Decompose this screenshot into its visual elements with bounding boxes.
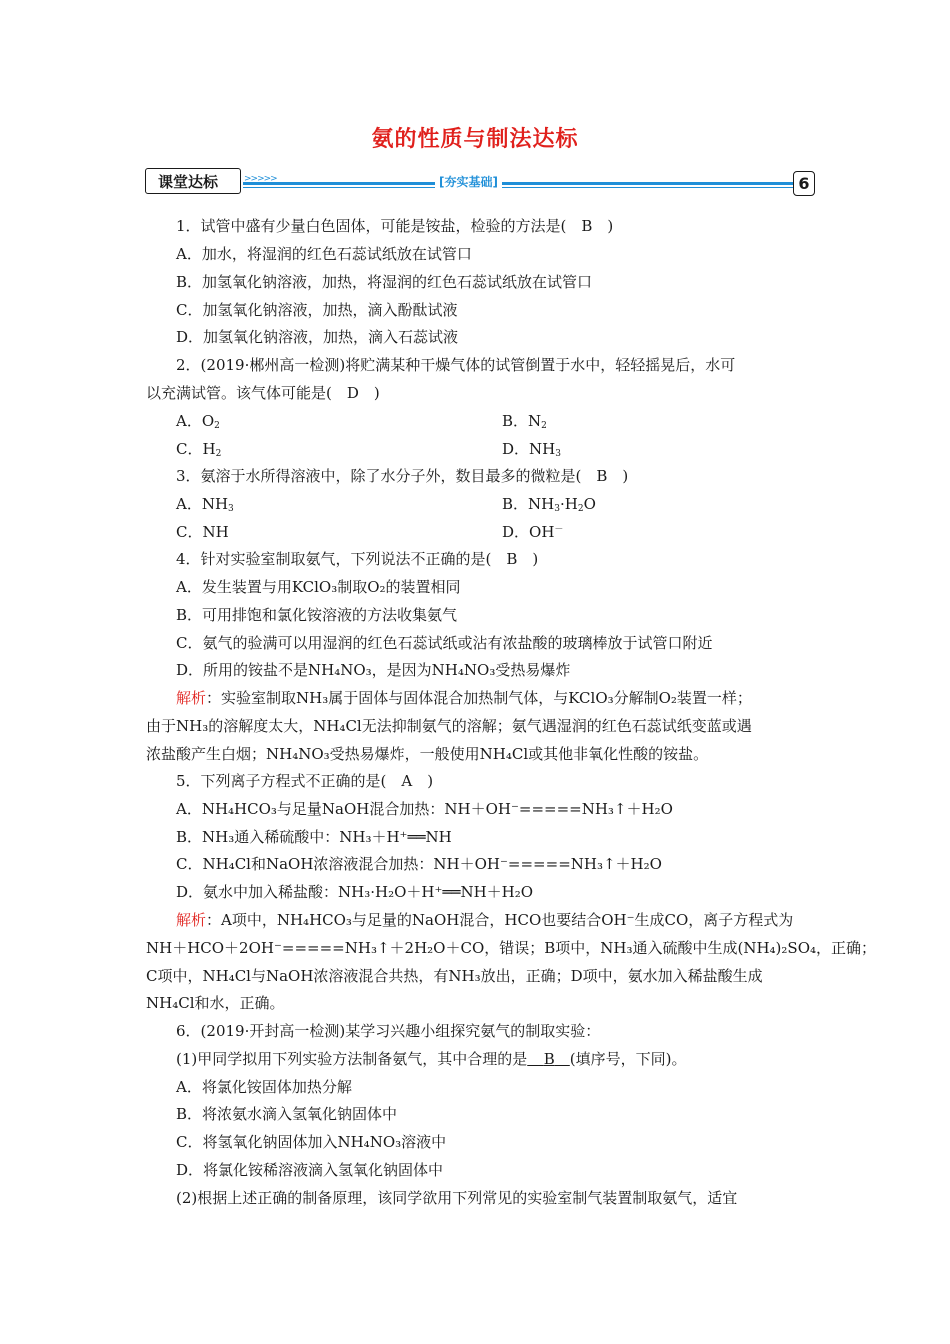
q1-option-a: A．加水，将湿润的红色石蕊试纸放在试管口 [176,245,472,263]
q2-option-d: D．$NH_3$ [502,440,561,459]
q5-option-c: C．NH₄Cl和NaOH浓溶液混合加热：NH＋OH⁻=====NH₃↑＋H₂O [176,855,662,873]
q3-option-b: B．$NH_3\cdot H_2O$ [502,495,596,514]
q5-option-a: A．NH₄HCO₃与足量NaOH混合加热：NH＋OH⁻=====NH₃↑＋H₂O [176,800,673,818]
q4-option-d: D．所用的铵盐不是NH₄NO₃，是因为NH₄NO₃受热易爆炸 [176,661,571,679]
q3-option-d: D．OH－ [502,523,564,541]
q4-option-c: C．氨气的验满可以用湿润的红色石蕊试纸或沾有浓盐酸的玻璃棒放于试管口附近 [176,634,713,652]
q4-option-a: A．发生装置与用KClO₃制取O₂的装置相同 [176,578,461,596]
q1-option-d: D．加氢氧化钠溶液，加热，滴入石蕊试液 [176,328,459,346]
q1-option-c: C．加氢氧化钠溶液，加热，滴入酚酞试液 [176,301,458,319]
q4-stem: 4．针对实验室制取氨气，下列说法不正确的是( B ) [176,550,539,568]
q1-option-b: B．加氢氧化钠溶液，加热，将湿润的红色石蕊试纸放在试管口 [176,273,593,291]
q5-analysis-1: 解析：A项中，NH₄HCO₃与足量的NaOH混合，HCO也要结合OH⁻生成CO，离子方程式为 [176,911,794,929]
q6-part-1: (1)甲同学拟用下列实验方法制备氨气，其中合理的是 B (填序号，下同)。 [176,1050,687,1068]
q6-option-d: D．将氯化铵稀溶液滴入氢氧化钠固体中 [176,1161,444,1179]
q5-analysis-3: C项中，NH₄Cl与NaOH浓溶液混合共热，有NH₃放出，正确；D项中，氨水加入稀盐酸生成 [146,967,763,985]
q5-stem: 5．下列离子方程式不正确的是( A ) [176,772,434,790]
banner-number: 6 [793,171,815,196]
q2-stem-2: 以充满试管。该气体可能是( D ) [146,384,380,402]
q4-analysis-2: 由于NH₃的溶解度太大，NH₄Cl无法抑制氨气的溶解；氨气遇湿润的红色石蕊试纸变蓝或遇 [146,717,752,735]
q5-option-b: B．NH₃通入稀硫酸中：NH₃＋H⁺══NH [176,828,452,846]
q6-option-b: B．将浓氨水滴入氢氧化钠固体中 [176,1105,398,1123]
q3-stem: 3．氨溶于水所得溶液中，除了水分子外，数目最多的微粒是( B ) [176,467,629,485]
q4-analysis-3: 浓盐酸产生白烟；NH₄NO₃受热易爆炸，一般使用NH₄Cl或其他非氧化性酸的铵盐。 [146,745,709,763]
section-banner [145,168,815,198]
q2-option-b: B．$N_2$ [502,412,547,431]
banner-rule [243,182,798,185]
q5-analysis-4: NH₄Cl和水，正确。 [146,994,285,1012]
q2-stem-1: 2．(2019·郴州高一检测)将贮满某种干燥气体的试管倒置于水中，轻轻摇晃后，水可 [176,356,736,374]
banner-label: 课堂达标 [145,168,241,194]
q2-option-c: C．$H_2$ [176,440,222,459]
page-title: 氨的性质与制法达标 [371,127,579,152]
q6-stem: 6．(2019·开封高一检测)某学习兴趣小组探究氨气的制取实验： [176,1022,601,1040]
banner-tag: [夯实基础] [435,173,502,190]
q6-option-a: A．将氯化铵固体加热分解 [176,1078,352,1096]
q5-option-d: D．氨水中加入稀盐酸：NH₃·H₂O＋H⁺══NH＋H₂O [176,883,534,901]
q6-part-2: (2)根据上述正确的制备原理，该同学欲用下列常见的实验室制气装置制取氨气，适宜 [176,1189,738,1207]
banner-arrows: >>>>> [244,174,277,184]
q4-option-b: B．可用排饱和氯化铵溶液的方法收集氨气 [176,606,458,624]
banner-rule-thin [243,187,798,188]
q3-option-a: A．$NH_3$ [176,495,234,514]
q2-option-a: A．$O_2$ [176,412,220,431]
q6-answer-blank: B [543,1050,555,1068]
q1-stem: 1．试管中盛有少量白色固体，可能是铵盐，检验的方法是( B ) [176,217,614,235]
q6-option-c: C．将氢氧化钠固体加入NH₄NO₃溶液中 [176,1133,447,1151]
q3-option-c: C．NH [176,523,229,541]
q4-analysis-1: 解析：实验室制取NH₃属于固体与固体混合加热制气体，与KClO₃分解制O₂装置一样； [176,689,752,707]
q5-analysis-2: NH＋HCO＋2OH⁻=====NH₃↑＋2H₂O＋CO，错误；B项中，NH₃通入硫酸中生成(NH₄)₂SO₄，正确； [146,939,877,957]
